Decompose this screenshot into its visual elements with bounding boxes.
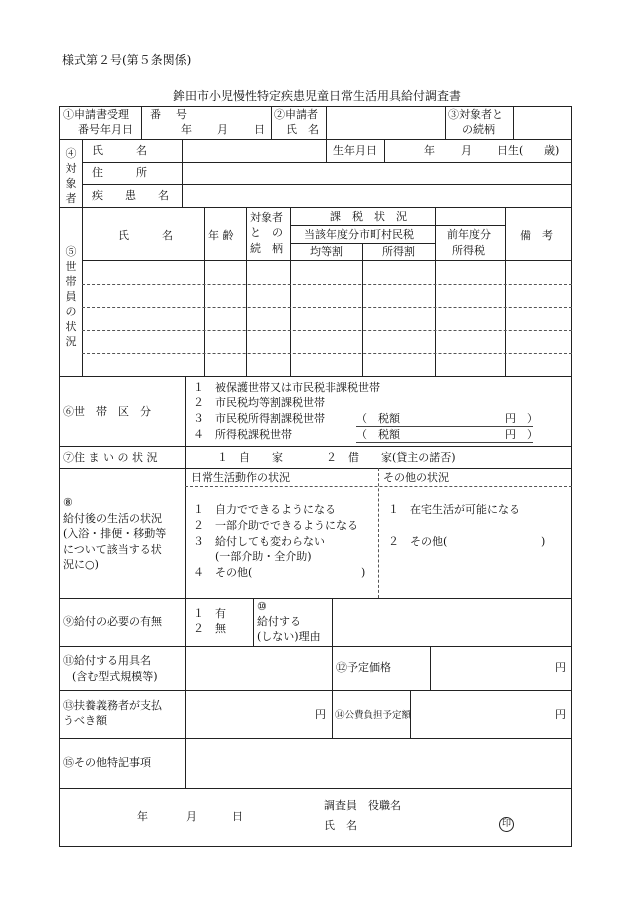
subject-section-label: ④対象者 <box>65 147 77 205</box>
daily-option-3-detail: (一部介助・全介助) <box>215 550 312 563</box>
investigator-label: 調査員 役職名 <box>324 799 401 812</box>
reason-label-l1: 給付する <box>257 615 301 628</box>
other-option-2-close: ) <box>541 535 546 548</box>
receipt-label-line1: ①申請書受理 <box>63 108 129 121</box>
tax-amount-open-4: （ 税額 <box>356 428 400 441</box>
other-option-1: １ 在宅生活が可能になる <box>388 503 520 516</box>
footer-year: 年 <box>137 810 148 823</box>
category-option-4: ４ 所得税課税世帯 <box>193 428 292 441</box>
necessity-yes: １ 有 <box>193 607 226 620</box>
public-burden-label: ⑭公費負担予定額 <box>335 710 412 721</box>
daily-option-3: ３ 給付しても変わらない <box>193 535 325 548</box>
footer-day: 日 <box>232 810 243 823</box>
price-yen: 円 <box>555 661 566 674</box>
housing-label: ⑦住 ま い の 状 況 <box>63 451 158 464</box>
applicant-label: ②申請者 <box>274 108 318 121</box>
form-title: 鉾田市小児慢性特定疾患児童日常生活用具給付調査書 <box>173 89 462 103</box>
col-prev-header-l1: 前年度分 <box>447 228 491 241</box>
birth-year-label: 年 <box>424 144 435 157</box>
col-relation-header-l1: 対象者 <box>250 211 283 224</box>
birth-day-label: 日生( <box>497 144 524 157</box>
daily-option-2: ２ 一部介助でできるようになる <box>193 519 358 532</box>
life-status-label-l4: 況に○) <box>63 558 99 571</box>
support-label-l2: うべき額 <box>63 714 107 727</box>
tax-amount-open-3: （ 税額 <box>356 412 400 425</box>
support-label-l1: ⑬扶養義務者が支払 <box>63 699 162 712</box>
daily-activity-heading: 日常生活動作の状況 <box>191 471 290 484</box>
receipt-day-label: 日 <box>254 123 265 136</box>
subject-name-label: 氏 名 <box>92 144 147 157</box>
form-reference: 様式第２号(第５条関係) <box>62 53 192 67</box>
col-relation-header-l2: と の <box>250 226 283 239</box>
public-burden-yen: 円 <box>555 708 566 721</box>
number-label: 番 <box>150 108 161 121</box>
col-relation-header-l3: 続 柄 <box>250 242 283 255</box>
col-prev-header-l2: 所得税 <box>452 244 485 257</box>
daily-option-4: ４ その他( <box>193 566 253 579</box>
receipt-year-label: 年 <box>181 123 192 136</box>
item-label-l1: ⑪給付する用具名 <box>63 654 151 667</box>
relation-label: ③対象者と <box>448 108 503 121</box>
footer-month: 月 <box>186 810 197 823</box>
relation-label-line2: の続柄 <box>462 123 495 136</box>
life-status-number: ⑧ <box>63 496 73 509</box>
tax-amount-close-3: 円 ） <box>505 412 538 425</box>
col-equal-header: 均等割 <box>310 245 343 258</box>
age-label: 歳) <box>544 144 560 157</box>
go-label: 号 <box>176 108 187 121</box>
col-income-header: 所得割 <box>382 245 415 258</box>
other-option-2: ２ その他( <box>388 535 448 548</box>
tax-amount-close-4: 円 ） <box>505 428 538 441</box>
col-notes-header: 備 考 <box>520 229 553 242</box>
applicant-name-label: 氏 名 <box>286 123 319 136</box>
address-label: 住 所 <box>92 166 147 179</box>
reason-number: ⑩ <box>257 600 267 613</box>
col-age-header: 年 齢 <box>208 229 234 242</box>
other-status-heading: その他の状況 <box>383 471 449 484</box>
necessity-label: ⑨給付の必要の有無 <box>63 615 162 628</box>
daily-option-4-close: ) <box>361 566 366 579</box>
seal-mark-icon: 印 <box>499 817 514 832</box>
life-status-label-l1: 給付後の生活の状況 <box>63 512 162 525</box>
item-label-l2: (含む型式規模等) <box>72 670 158 683</box>
col-name-header: 氏 名 <box>118 229 173 242</box>
other-notes-label: ⑮その他特記事項 <box>63 756 151 769</box>
receipt-label-line2: 番号年月日 <box>78 123 133 136</box>
birth-date-label: 生年月日 <box>333 144 377 157</box>
disease-label: 疾 患 名 <box>92 189 169 202</box>
life-status-label-l3: について該当する状 <box>63 543 162 556</box>
birth-month-label: 月 <box>461 144 472 157</box>
support-yen: 円 <box>315 708 326 721</box>
life-status-label-l2: (入浴・排便・移動等 <box>63 527 167 540</box>
investigator-name-label: 氏 名 <box>324 819 357 832</box>
housing-option-own: １ 自 家 <box>217 451 283 464</box>
housing-option-rent: ２ 借 家(貸主の諾否) <box>326 451 456 464</box>
household-section-label: ⑤世帯員の状況 <box>65 245 77 348</box>
receipt-month-label: 月 <box>217 123 228 136</box>
col-tax-header: 課 税 状 況 <box>330 210 407 223</box>
category-label: ⑥世 帯 区 分 <box>63 405 151 418</box>
necessity-no: ２ 無 <box>193 622 226 635</box>
daily-option-1: １ 自力でできるようになる <box>193 503 336 516</box>
category-option-3: ３ 市民税所得割課税世帯 <box>193 412 325 425</box>
reason-label-l2: (しない)理由 <box>257 630 321 643</box>
col-city-tax-header: 当該年度分市町村民税 <box>304 228 414 241</box>
category-option-1: １ 被保護世帯又は市民税非課税世帯 <box>193 381 380 394</box>
category-option-2: ２ 市民税均等割課税世帯 <box>193 396 325 409</box>
price-label: ⑫予定価格 <box>336 661 391 674</box>
